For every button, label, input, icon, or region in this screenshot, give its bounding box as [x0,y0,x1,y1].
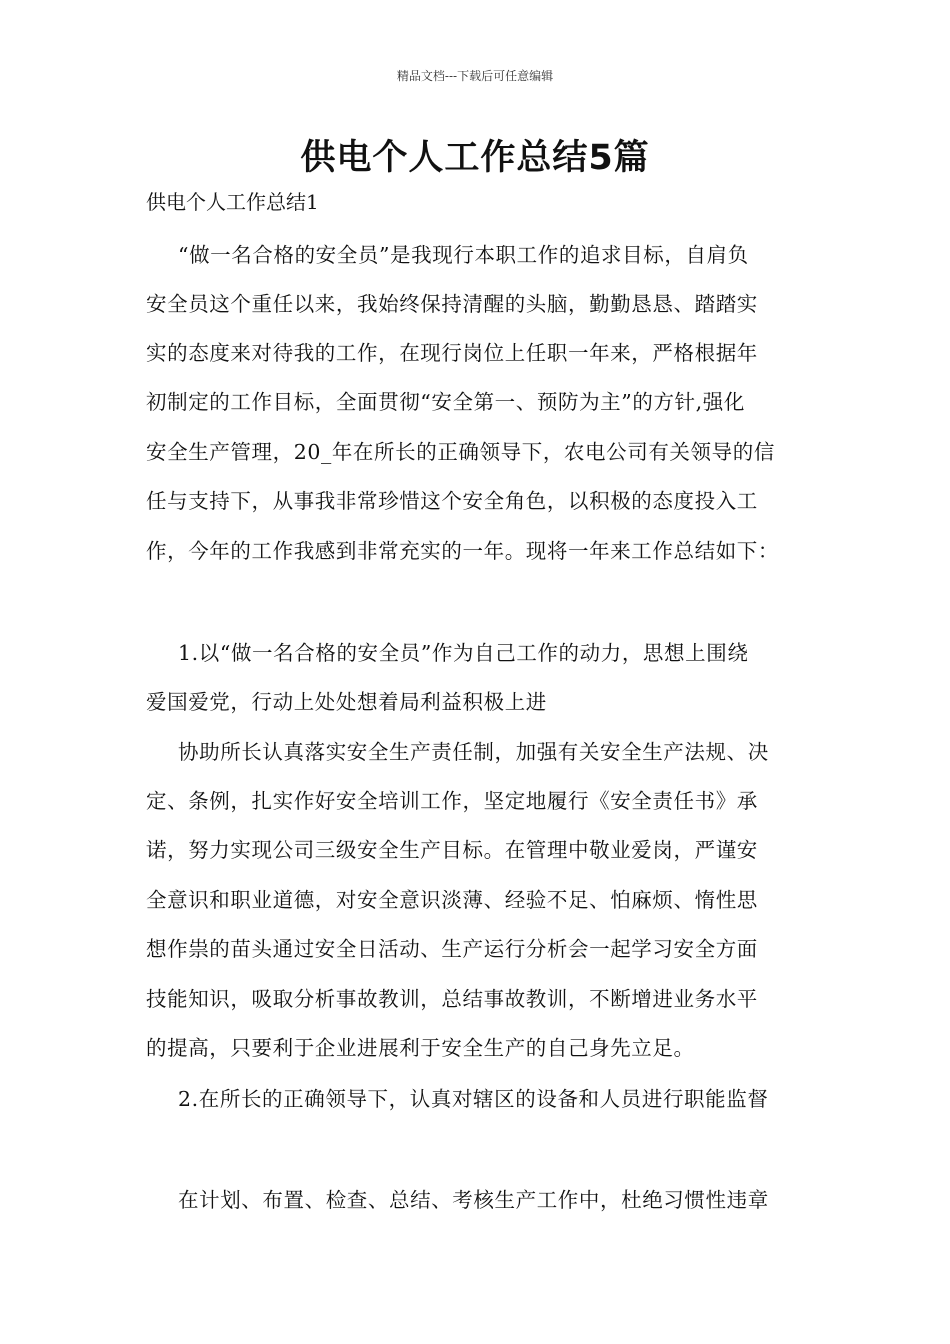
paragraph-line: “做一名合格的安全员”是我现行本职工作的追求目标，自肩负 [178,243,749,267]
paragraph-line: 诺，努力实现公司三级安全生产目标。在管理中敬业爱岗，严谨安 [146,838,758,862]
paragraph-line: 爱国爱党，行动上处处想着局利益积极上进 [146,690,547,714]
paragraph-line: 全意识和职业道德，对安全意识淡薄、经验不足、怕麻烦、惰性思 [146,888,758,912]
paragraph-line: 实的态度来对待我的工作，在现行岗位上任职一年来，严格根据年 [146,341,758,365]
page-header: 精品文档---下载后可任意编辑 [396,69,554,83]
paragraph-line: 定、条例，扎实作好安全培训工作，坚定地履行《安全责任书》承 [146,789,758,813]
paragraph-line: 初制定的工作目标，全面贯彻“安全第一、预防为主”的方针,强化 [146,390,745,414]
paragraph-line: 任与支持下，从事我非常珍惜这个安全角色，以积极的态度投入工 [146,489,758,513]
paragraph-line: 技能知识，吸取分析事故教训，总结事故教训，不断增进业务水平 [146,987,758,1011]
paragraph-line: 1.以“做一名合格的安全员”作为自己工作的动力，思想上围绕 [178,641,749,665]
paragraph-line: 想作祟的苗头通过安全日活动、生产运行分析会一起学习安全方面 [146,937,758,961]
section-heading: 供电个人工作总结1 [146,190,319,214]
paragraph-line: 作，今年的工作我感到非常充实的一年。现将一年来工作总结如下： [146,539,779,563]
paragraph-line: 安全员这个重任以来，我始终保持清醒的头脑，勤勤恳恳、踏踏实 [146,292,758,316]
document-title: 供电个人工作总结5篇 [300,138,650,178]
paragraph-line: 协助所长认真落实安全生产责任制，加强有关安全生产法规、决 [178,740,769,764]
paragraph-line: 2.在所长的正确领导下，认真对辖区的设备和人员进行职能监督 [178,1087,769,1111]
paragraph-line: 在计划、布置、检查、总结、考核生产工作中，杜绝习惯性违章 [178,1188,769,1212]
paragraph-line: 的提高，只要利于企业进展利于安全生产的自己身先立足。 [146,1036,695,1060]
paragraph-line: 安全生产管理，20_年在所长的正确领导下，农电公司有关领导的信 [146,440,775,464]
